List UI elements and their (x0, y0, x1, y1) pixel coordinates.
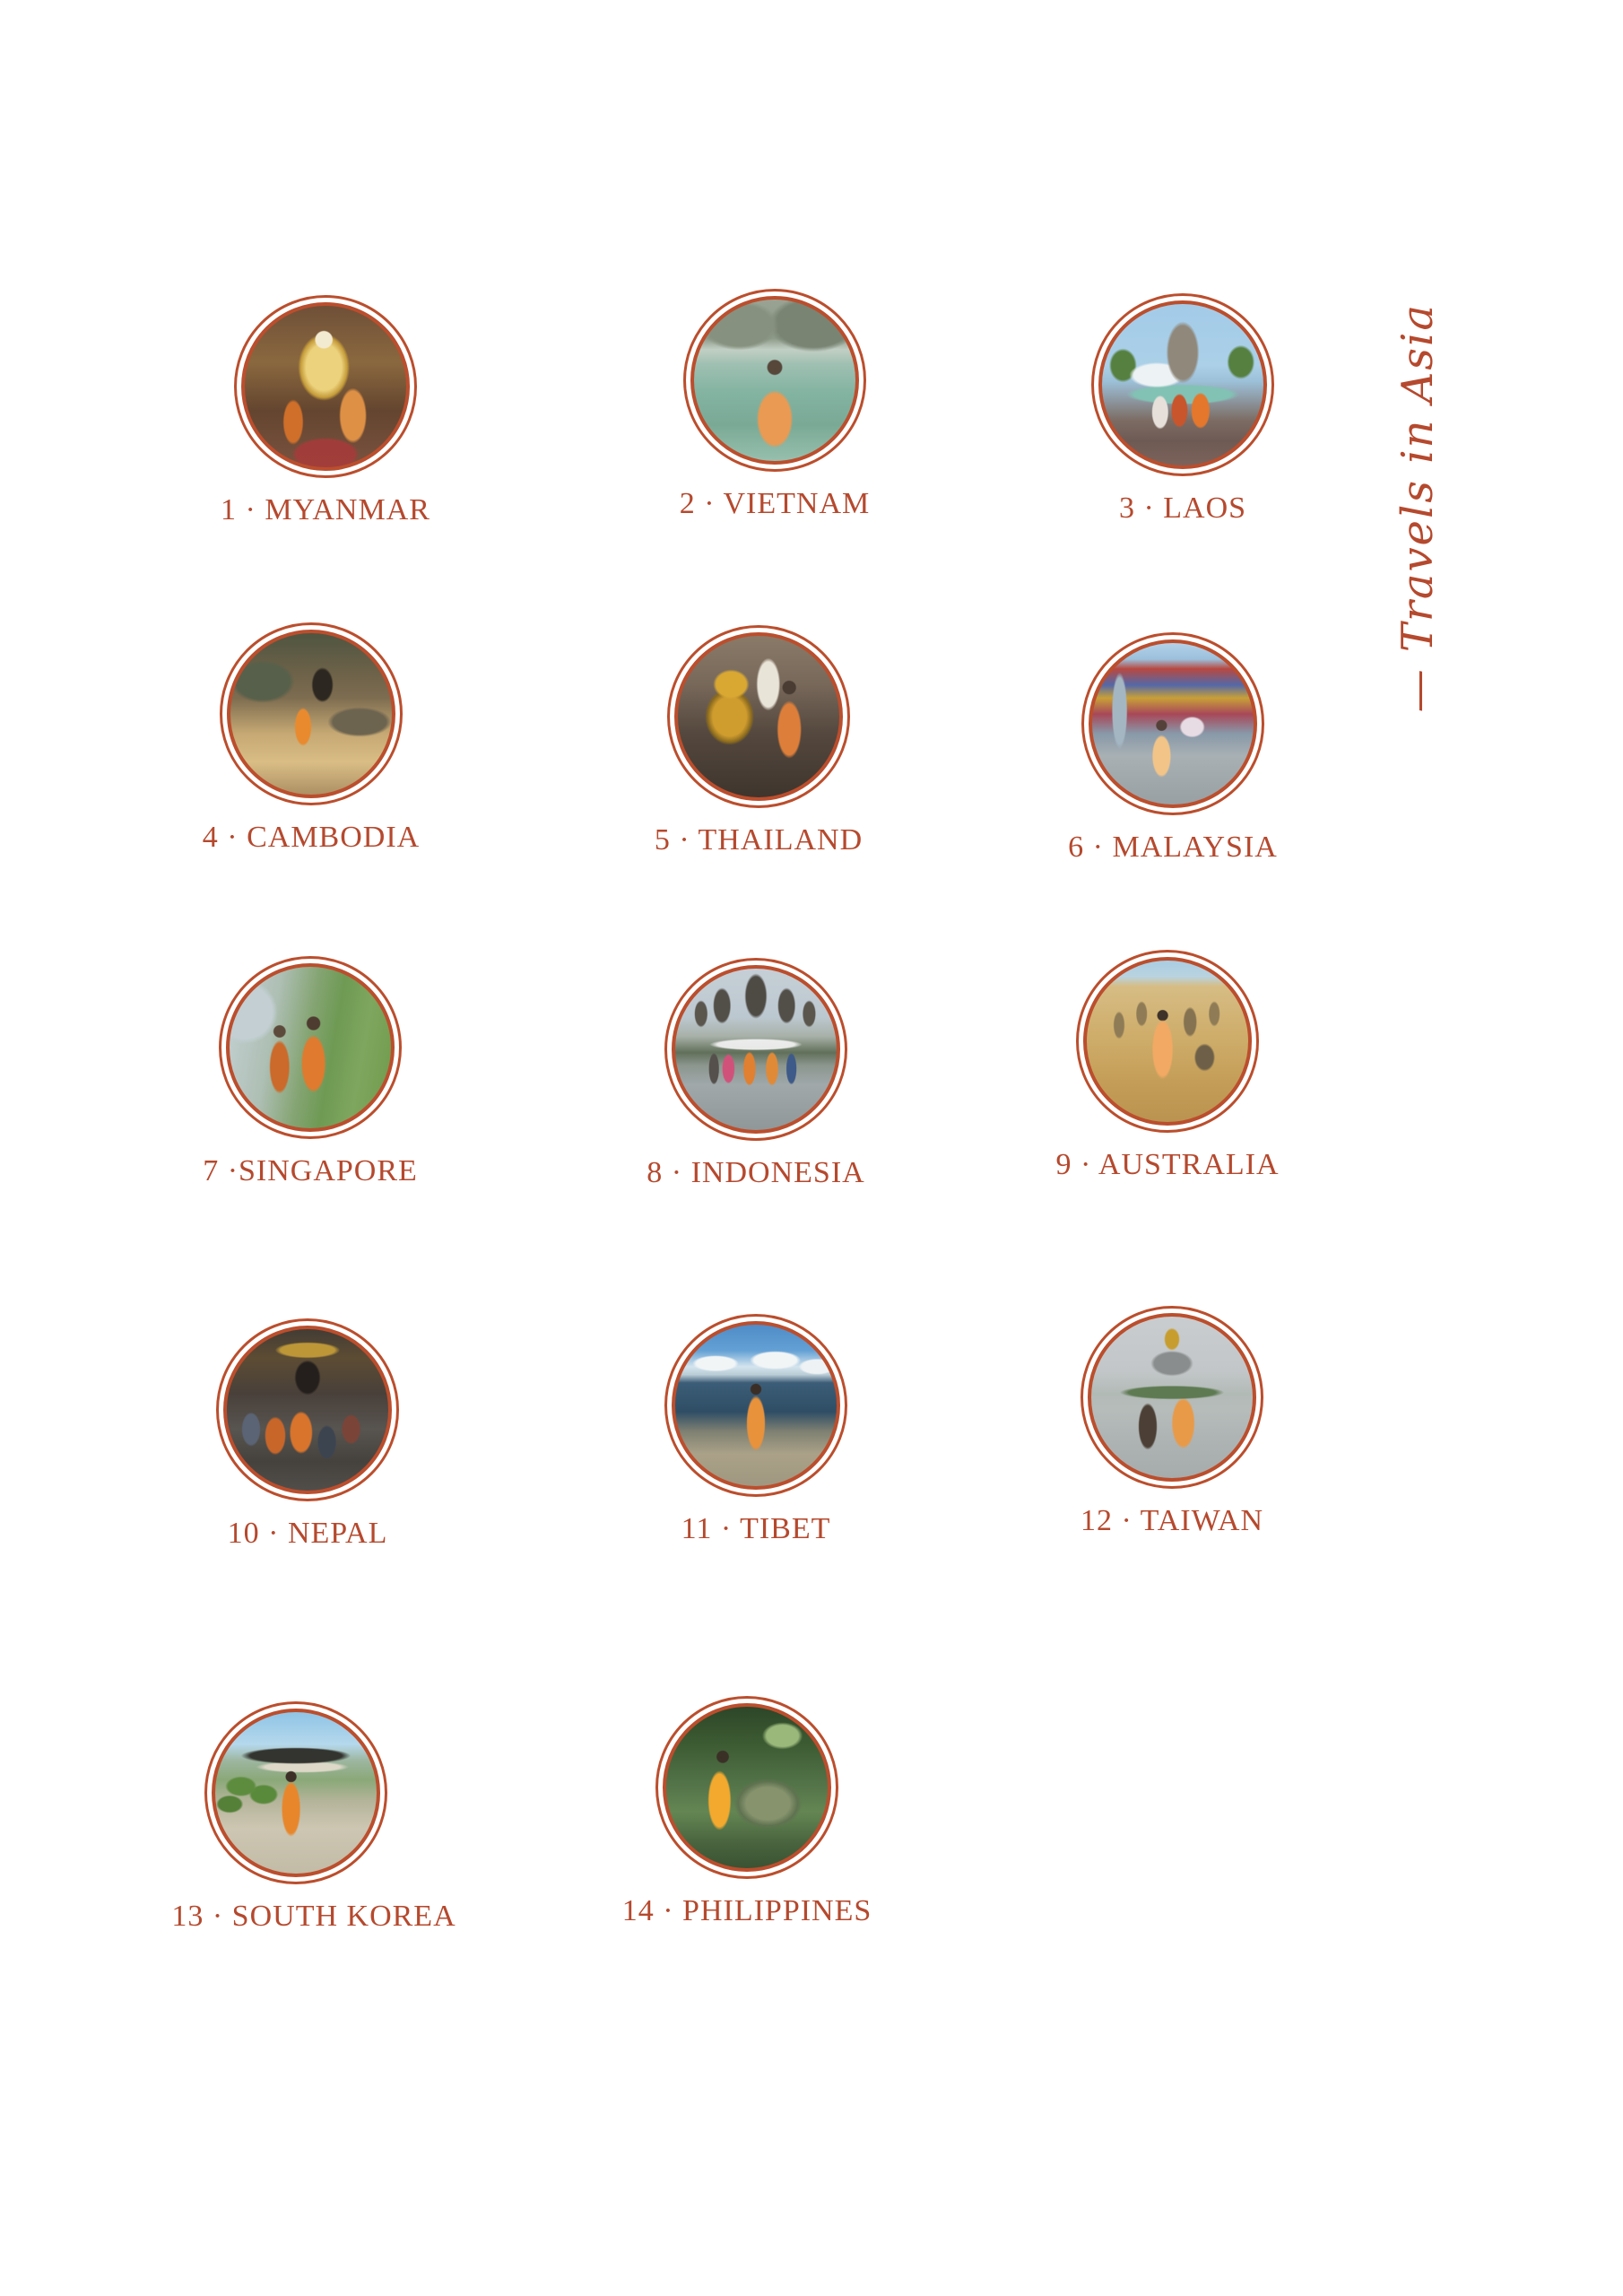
photo-ring (667, 625, 850, 808)
toc-item-label: 14 · PHILIPPINES (621, 1894, 872, 1927)
toc-item-south-korea[interactable] (171, 1701, 456, 1944)
myanmar-photo (241, 302, 410, 471)
toc-item-philippines[interactable] (621, 1696, 872, 1938)
australia-photo (1083, 957, 1252, 1126)
singapore-photo (226, 963, 395, 1132)
toc-item-label: 13 · SOUTH KOREA (171, 1900, 456, 1933)
toc-item-label: 1 · MYANMAR (221, 493, 430, 526)
cambodia-photo (227, 630, 395, 798)
toc-item-indonesia[interactable] (647, 958, 865, 1200)
nepal-photo (223, 1326, 392, 1494)
photo-ring (683, 289, 866, 472)
toc-item-taiwan[interactable] (1081, 1306, 1263, 1548)
toc-item-thailand[interactable] (654, 625, 864, 867)
photo-ring (664, 1314, 847, 1497)
toc-item-label: 4 · CAMBODIA (202, 821, 421, 854)
photo-ring (1081, 632, 1264, 815)
toc-item-label: 8 · INDONESIA (647, 1156, 865, 1189)
toc-item-vietnam[interactable] (679, 289, 871, 531)
photo-ring (1076, 950, 1259, 1133)
toc-item-myanmar[interactable] (221, 295, 430, 537)
toc-item-label: 12 · TAIWAN (1080, 1504, 1264, 1537)
toc-item-australia[interactable] (1055, 950, 1280, 1192)
toc-item-label: 3 · LAOS (1118, 491, 1247, 525)
toc-item-malaysia[interactable] (1068, 632, 1278, 874)
photo-ring (220, 622, 403, 805)
toc-item-laos[interactable] (1091, 293, 1274, 535)
toc-item-label: 10 · NEPAL (227, 1517, 388, 1550)
photo-ring (204, 1701, 387, 1884)
toc-item-label: 9 · AUSTRALIA (1055, 1148, 1280, 1181)
photo-ring (219, 956, 402, 1139)
photo-ring (1091, 293, 1274, 476)
philippines-photo (663, 1703, 831, 1872)
toc-item-label: 11 · TIBET (681, 1512, 831, 1545)
photo-ring (655, 1696, 838, 1879)
malaysia-photo (1089, 639, 1257, 808)
vietnam-photo (690, 296, 859, 465)
indonesia-photo (672, 965, 840, 1134)
photo-ring (664, 958, 847, 1141)
photo-ring (1081, 1306, 1263, 1489)
photo-ring (216, 1318, 399, 1501)
photo-ring (234, 295, 417, 478)
south-korea-photo (212, 1709, 380, 1877)
toc-item-cambodia[interactable] (202, 622, 421, 865)
taiwan-photo (1088, 1313, 1256, 1482)
thailand-photo (674, 632, 843, 801)
chapter-title-vertical: — Travels in Asia (1393, 303, 1443, 713)
toc-item-label: 7 ·SINGAPORE (203, 1154, 418, 1187)
tibet-photo (672, 1321, 840, 1490)
toc-item-label: 5 · THAILAND (654, 823, 864, 857)
toc-item-label: 6 · MALAYSIA (1068, 831, 1278, 864)
laos-photo (1098, 300, 1267, 469)
toc-item-nepal[interactable] (216, 1318, 399, 1561)
toc-item-tibet[interactable] (664, 1314, 847, 1556)
toc-item-label: 2 · VIETNAM (679, 487, 871, 520)
toc-item-singapore[interactable] (203, 956, 418, 1198)
